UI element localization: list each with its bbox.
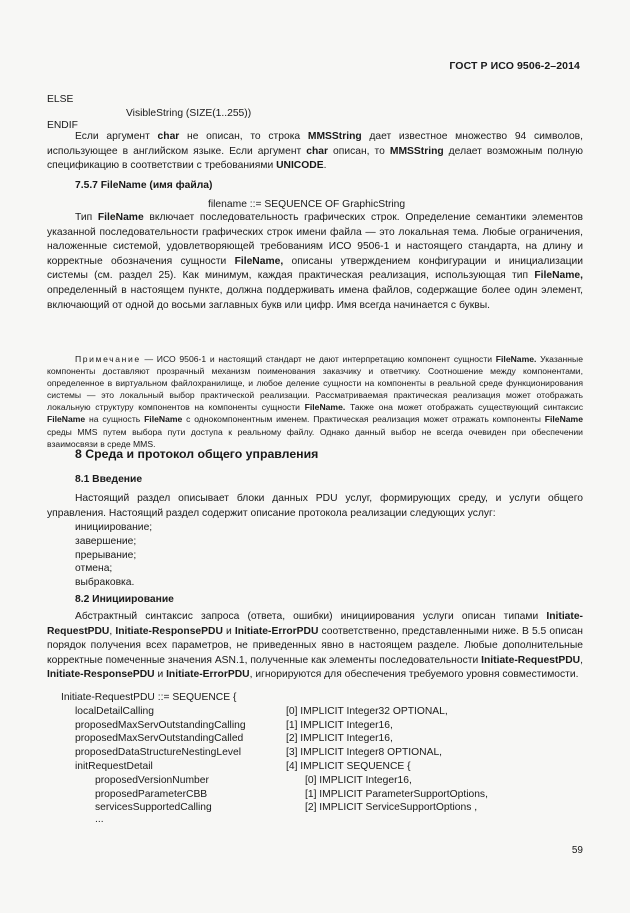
asn1-field-type: [4] IMPLICIT SEQUENCE {: [286, 761, 411, 772]
asn1-header: Initiate-RequestPDU ::= SEQUENCE {: [61, 692, 237, 703]
asn1-subfield-name: proposedVersionNumber: [95, 775, 209, 786]
paragraph-intro: Настоящий раздел описывает блоки данных PDU услуг, формирующих среду, и услуги общего управления. Настоящий раздел содержит описание протокола реализации следующих услуг:: [47, 493, 583, 519]
section-8-heading: 8 Среда и протокол общего управления: [75, 447, 319, 461]
standard-header: ГОСТ Р ИСО 9506-2–2014: [449, 60, 580, 72]
paragraph-filename: Тип FileName включает последовательность графических строк. Определение семантики элементов указанной последовательности графических строк имени файла — это локальная тема. Любые ограничения, наложенные системой, удовлетворяющей требованиям ИСО 9506-1 и настоящего стандарта, на длину и корректные обозначения сущности FileName, описаны утверждением конфигурации и инициализации системы (см. раздел 25). Как минимум, каждая практическая реализация, использующая тип FileName, определенный в настоящем пункте, должна поддерживать имена файлов, содержащие более один элемент, включающий от одной до восьми заглавных букв или цифр. Имя всегда начинается с буквы.: [47, 212, 584, 311]
list-item: выбраковка.: [75, 577, 135, 589]
asn1-field-type: [0] IMPLICIT Integer32 OPTIONAL,: [286, 706, 448, 717]
asn1-subfield-type: [0] IMPLICIT Integer16,: [305, 775, 412, 786]
asn1-subfield-name: servicesSupportedCalling: [95, 802, 212, 813]
note-block: Примечание — ИСО 9506-1 и настоящий стандарт не дают интерпретацию компонент сущности FileName. Указанные компоненты доставляют прозрачный механизм поименования заказчику и ответчику. Соотношение между компонентами, определенное в виртуальном файлохранилище, и любое деление сущности на компоненты в реальной среде функционирования системы — это локальный выбор практической реализации. Рассматриваемая практическая реализация может отображать локальную структуру компонентов на компоненты сущности FileName. Также она может отображать существующий синтаксис FileName на сущность FileName с однокомпонентным именем. Практическая реализация может отражать компоненты FileName среды MMS путем выбора пути доступа к реальному файлу. Однако данный выбор не всегда очевиден при обеспечении взаимосвязи в среде MMS.: [47, 354, 584, 449]
list-item: отмена;: [75, 563, 113, 575]
asn1-field-type: [2] IMPLICIT Integer16,: [286, 733, 393, 744]
asn1-field-name: proposedMaxServOutstandingCalled: [75, 733, 244, 744]
asn1-subfield-type: [2] IMPLICIT ServiceSupportOptions ,: [305, 802, 478, 813]
asn1-subfield-name: proposedParameterCBB: [95, 789, 208, 800]
asn1-field-name: localDetailCalling: [75, 706, 154, 717]
asn1-field-name: proposedDataStructureNestingLevel: [75, 747, 241, 758]
list-item: инициирование;: [75, 522, 153, 533]
asn1-field-type: [1] IMPLICIT Integer16,: [286, 720, 393, 731]
filename-definition: filename ::= SEQUENCE OF GraphicString: [208, 199, 406, 210]
list-item: завершение;: [75, 535, 137, 547]
asn1-ellipsis: ...: [95, 814, 104, 825]
services-list: [75, 521, 152, 590]
note-label: Примечание: [75, 354, 141, 364]
paragraph-initiate: Абстрактный синтаксис запроса (ответа, ошибки) инициирования услуги описан типами Initiate-RequestPDU, Initiate-ResponsePDU и Initiate-ErrorPDU соответственно, представленными ниже. В 5.5 описан порядок получения всех параметров, не приведенных явно в настоящем разделе. Любые дополнительные корректные помеченные значения ASN.1, полученные как элементы последовательности Initiate-RequestPDU, Initiate-ResponsePDU и Initiate-ErrorPDU, игнорируются для обеспечения требуемого уровня совместимости.: [47, 611, 583, 681]
code-endif: ENDIF: [47, 120, 78, 131]
asn1-field-name: initRequestDetail: [75, 761, 153, 772]
code-else: ELSE: [47, 94, 74, 105]
section-8-2-heading: 8.2 Инициирование: [75, 594, 174, 605]
asn1-field-type: [3] IMPLICIT Integer8 OPTIONAL,: [286, 747, 443, 758]
page-number: 59: [571, 845, 583, 856]
section-7-5-7-heading: 7.5.7 FileName (имя файла): [75, 180, 213, 191]
section-8-1-heading: 8.1 Введение: [75, 474, 143, 485]
asn1-field-name: proposedMaxServOutstandingCalling: [75, 720, 246, 731]
list-item: прерывание;: [75, 549, 137, 561]
paragraph-char-argument: Если аргумент char не описан, то строка MMSString дает известное множество 94 символов, использующее в английском языке. Если аргумент char описан, то MMSString делает возможным полную спецификацию в соответствии с требованиями UNICODE.: [47, 131, 584, 172]
asn1-subfield-type: [1] IMPLICIT ParameterSupportOptions,: [305, 789, 488, 800]
code-visiblestring: VisibleString (SIZE(1..255)): [126, 108, 252, 119]
